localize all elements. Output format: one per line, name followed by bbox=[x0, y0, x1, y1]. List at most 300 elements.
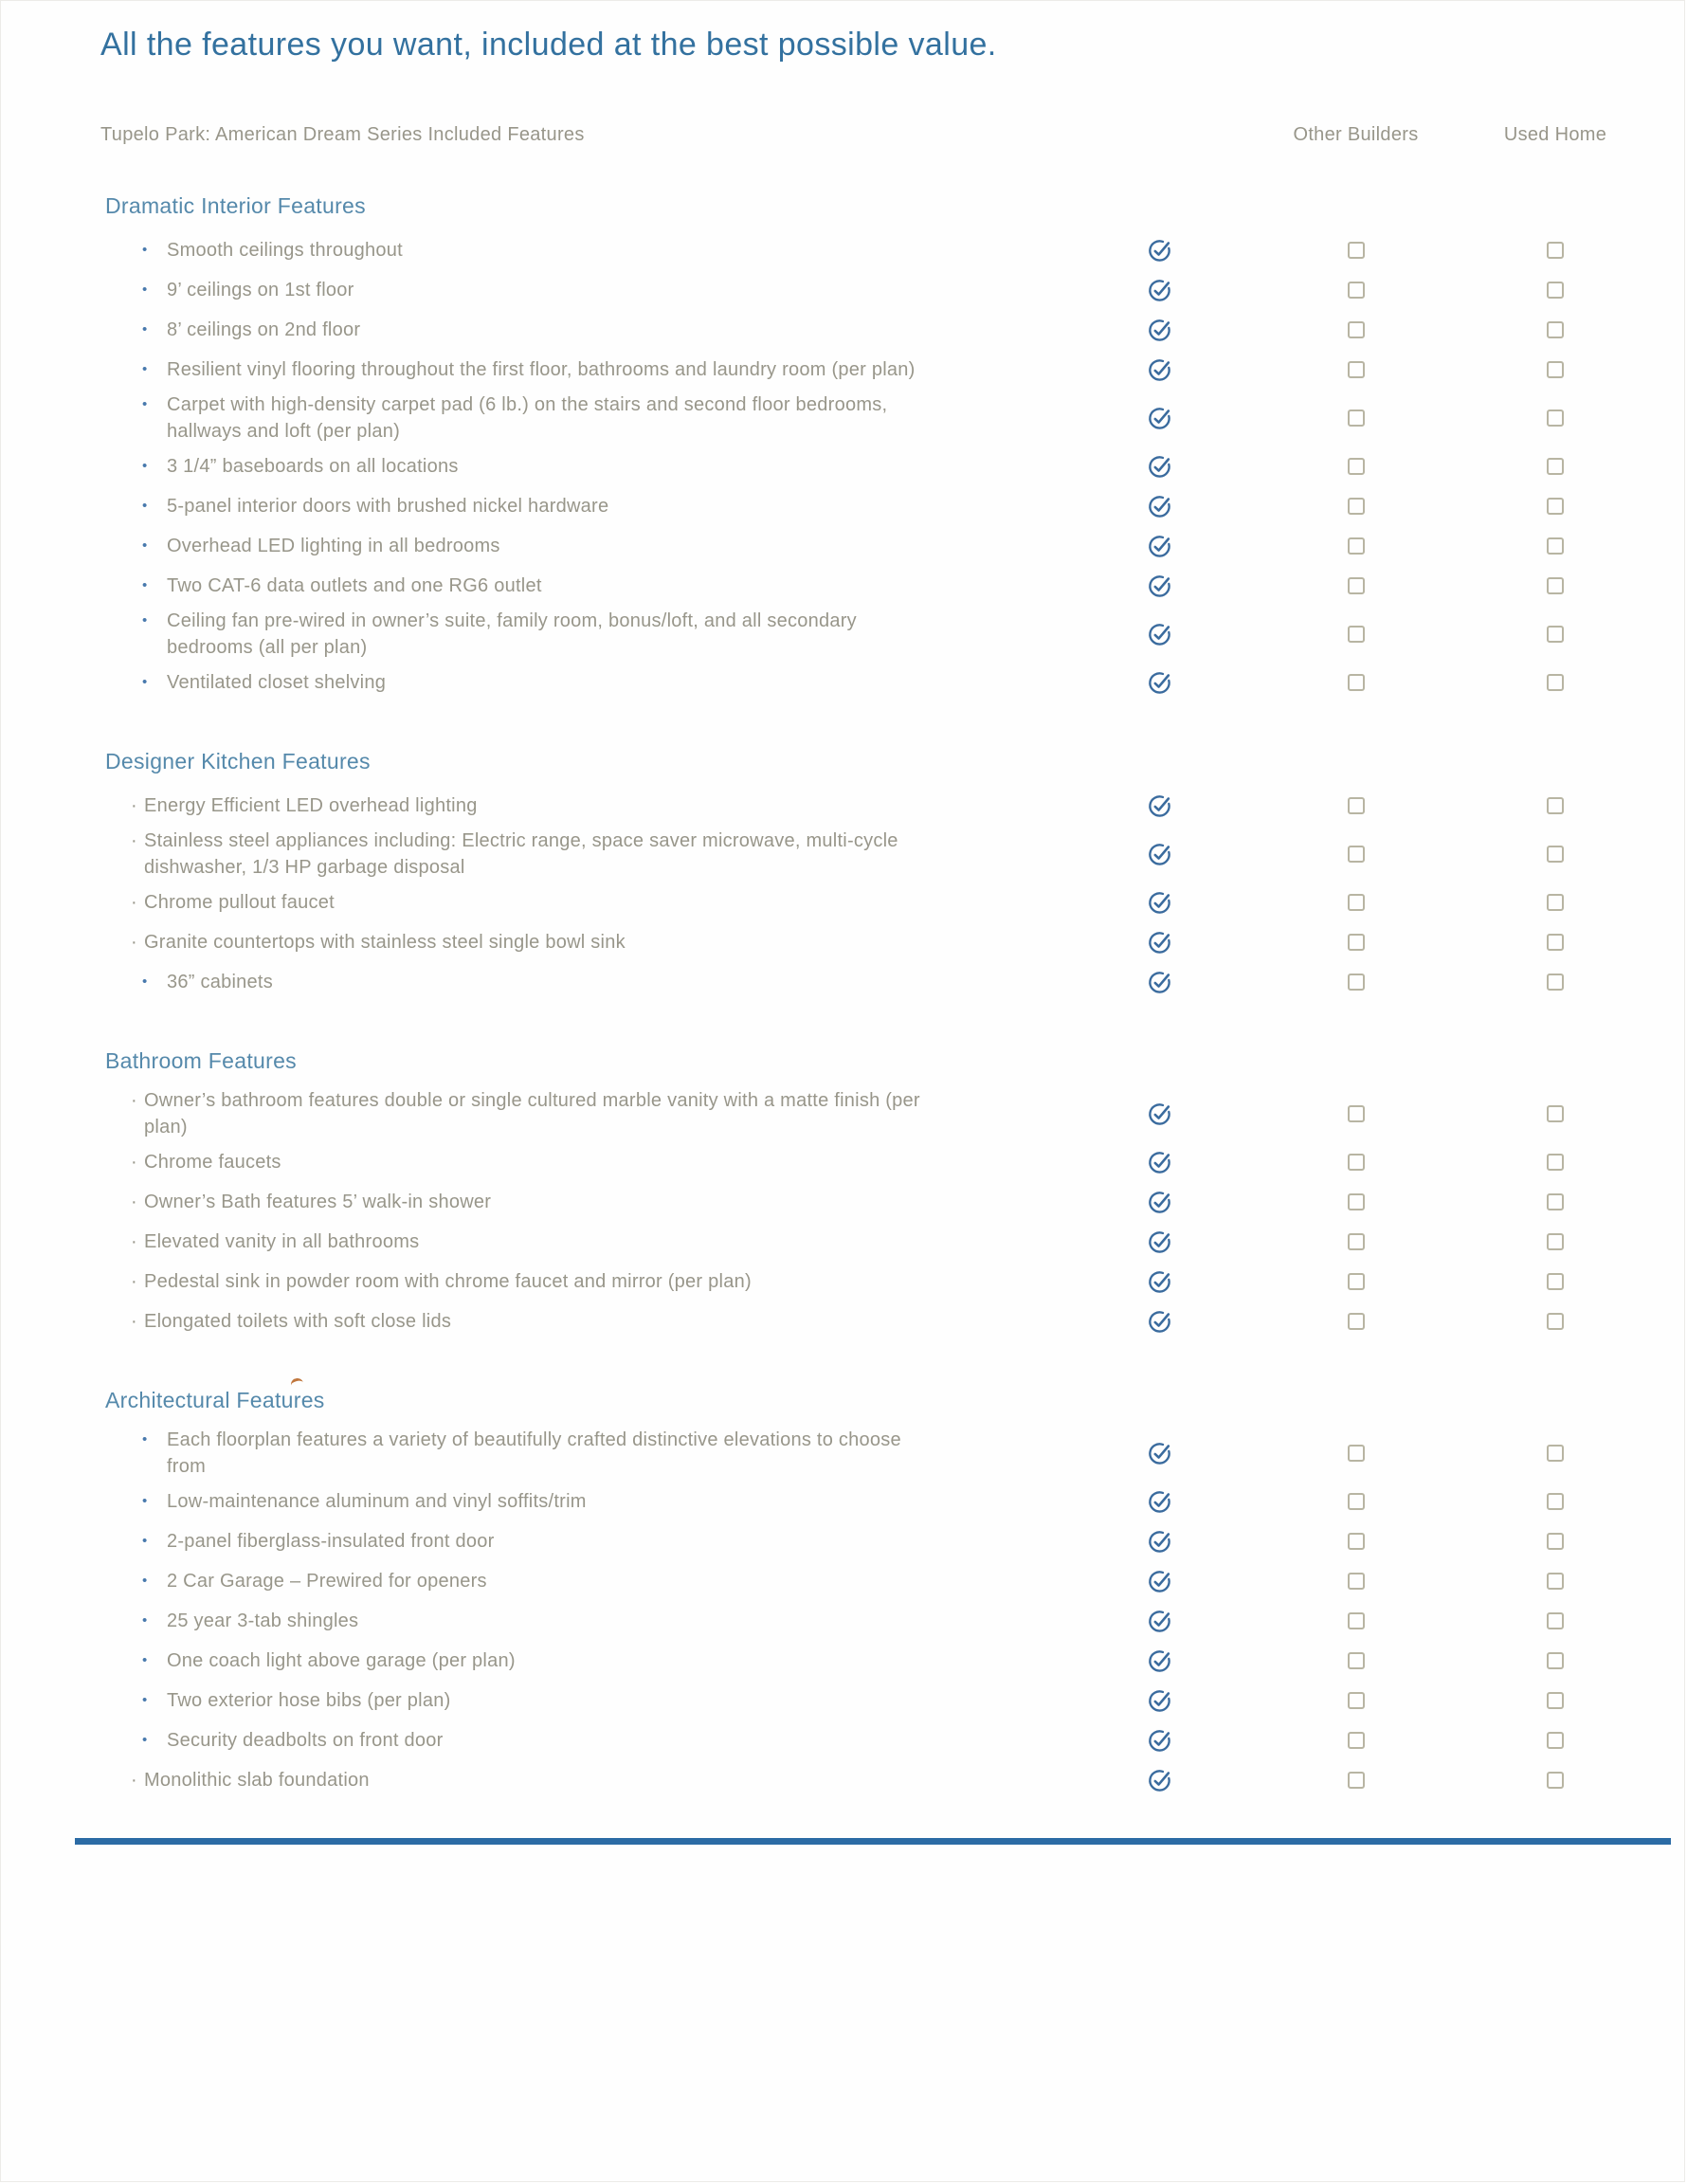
bullet-icon: • bbox=[142, 242, 148, 258]
empty-checkbox-other-builders bbox=[1348, 1105, 1365, 1122]
used-home-cell bbox=[1455, 934, 1656, 951]
feature-row bbox=[72, 1222, 1684, 1262]
empty-checkbox-other-builders bbox=[1348, 1493, 1365, 1510]
feature-text-cell bbox=[72, 1767, 1062, 1793]
used-home-cell bbox=[1455, 1493, 1656, 1510]
feature-text-cell bbox=[72, 453, 1062, 480]
included-cell bbox=[1062, 1309, 1257, 1335]
feature-text: Energy Efficient LED overhead lighting bbox=[144, 795, 478, 816]
feature-row bbox=[72, 566, 1684, 606]
empty-checkbox-used-home bbox=[1547, 1692, 1564, 1709]
other-builders-cell bbox=[1257, 894, 1455, 911]
feature-text: Pedestal sink in powder room with chrome faucet and mirror (per plan) bbox=[144, 1271, 752, 1292]
feature-text: 8’ ceilings on 2nd floor bbox=[167, 319, 361, 340]
feature-text: 3 1/4” baseboards on all locations bbox=[167, 456, 459, 477]
bullet-icon: · bbox=[131, 932, 137, 953]
feature-text: Monolithic slab foundation bbox=[144, 1770, 370, 1791]
used-home-cell bbox=[1455, 361, 1656, 378]
feature-text-cell bbox=[72, 1189, 1062, 1215]
section-heading-4: Architectural Features bbox=[105, 1387, 1684, 1413]
check-circle-icon bbox=[1147, 494, 1172, 519]
feature-text-cell bbox=[72, 608, 1062, 661]
bullet-icon: · bbox=[131, 892, 137, 913]
empty-checkbox-other-builders bbox=[1348, 242, 1365, 259]
used-home-cell bbox=[1455, 410, 1656, 427]
feature-text: 2-panel fiberglass-insulated front door bbox=[167, 1531, 495, 1552]
feature-text: One coach light above garage (per plan) bbox=[167, 1650, 516, 1671]
empty-checkbox-used-home bbox=[1547, 674, 1564, 691]
feature-row bbox=[72, 1301, 1684, 1341]
bullet-icon: · bbox=[131, 1090, 137, 1111]
check-circle-icon bbox=[1147, 1609, 1172, 1634]
used-home-cell bbox=[1455, 1193, 1656, 1210]
feature-row bbox=[72, 486, 1684, 526]
bullet-icon: • bbox=[142, 1493, 148, 1509]
used-home-cell bbox=[1455, 974, 1656, 991]
bullet-icon: • bbox=[142, 458, 148, 474]
feature-text-cell bbox=[72, 1647, 1062, 1674]
check-circle-icon bbox=[1147, 238, 1172, 264]
included-cell bbox=[1062, 970, 1257, 995]
used-home-cell bbox=[1455, 1154, 1656, 1171]
feature-row bbox=[72, 606, 1684, 663]
feature-text-cell bbox=[72, 493, 1062, 519]
empty-checkbox-used-home bbox=[1547, 1493, 1564, 1510]
feature-text-cell bbox=[72, 1427, 1062, 1480]
empty-checkbox-other-builders bbox=[1348, 1193, 1365, 1210]
empty-checkbox-other-builders bbox=[1348, 674, 1365, 691]
other-builders-cell bbox=[1257, 1105, 1455, 1122]
feature-row bbox=[72, 1182, 1684, 1222]
included-cell bbox=[1062, 1229, 1257, 1255]
empty-checkbox-used-home bbox=[1547, 1652, 1564, 1669]
section-heading-1: Dramatic Interior Features bbox=[105, 193, 366, 218]
other-builders-cell bbox=[1257, 1612, 1455, 1629]
feature-text-cell bbox=[72, 1608, 1062, 1634]
feature-text-cell bbox=[72, 969, 1062, 995]
included-cell bbox=[1062, 454, 1257, 480]
included-cell bbox=[1062, 1101, 1257, 1127]
check-circle-icon bbox=[1147, 1190, 1172, 1215]
column-header-other-builders: Other Builders bbox=[1293, 124, 1419, 145]
empty-checkbox-other-builders bbox=[1348, 934, 1365, 951]
feature-row bbox=[72, 1601, 1684, 1641]
empty-checkbox-used-home bbox=[1547, 974, 1564, 991]
page-subtitle: Tupelo Park: American Dream Series Included Features bbox=[100, 124, 585, 145]
empty-checkbox-other-builders bbox=[1348, 974, 1365, 991]
included-cell bbox=[1062, 318, 1257, 343]
check-circle-icon bbox=[1147, 1269, 1172, 1295]
used-home-cell bbox=[1455, 626, 1656, 643]
empty-checkbox-used-home bbox=[1547, 1533, 1564, 1550]
empty-checkbox-used-home bbox=[1547, 361, 1564, 378]
feature-row bbox=[72, 1561, 1684, 1601]
feature-row bbox=[72, 1521, 1684, 1561]
other-builders-cell bbox=[1257, 1692, 1455, 1709]
check-circle-icon bbox=[1147, 842, 1172, 867]
empty-checkbox-other-builders bbox=[1348, 626, 1365, 643]
used-home-cell bbox=[1455, 1233, 1656, 1250]
other-builders-cell bbox=[1257, 626, 1455, 643]
included-cell bbox=[1062, 1190, 1257, 1215]
empty-checkbox-used-home bbox=[1547, 410, 1564, 427]
bullet-icon: · bbox=[131, 1152, 137, 1173]
other-builders-cell bbox=[1257, 934, 1455, 951]
column-header-used-home: Used Home bbox=[1503, 124, 1607, 145]
bullet-icon: • bbox=[142, 321, 148, 337]
feature-text-cell bbox=[72, 237, 1062, 264]
check-circle-icon bbox=[1147, 930, 1172, 956]
other-builders-cell bbox=[1257, 1652, 1455, 1669]
feature-text: Ceiling fan pre-wired in owner’s suite, family room, bonus/loft, and all secondary bedrooms (all per plan) bbox=[167, 610, 857, 658]
included-cell bbox=[1062, 1768, 1257, 1793]
included-cell bbox=[1062, 1269, 1257, 1295]
used-home-cell bbox=[1455, 282, 1656, 299]
feature-text-cell bbox=[72, 1308, 1062, 1335]
table-header-row bbox=[72, 122, 1684, 147]
page-title: All the features you want, included at the best possible value. bbox=[100, 27, 997, 63]
other-builders-cell bbox=[1257, 1273, 1455, 1290]
included-cell bbox=[1062, 793, 1257, 819]
check-circle-icon bbox=[1147, 793, 1172, 819]
bullet-icon: • bbox=[142, 1533, 148, 1549]
check-circle-icon bbox=[1147, 573, 1172, 599]
empty-checkbox-used-home bbox=[1547, 282, 1564, 299]
empty-checkbox-used-home bbox=[1547, 1105, 1564, 1122]
used-home-cell bbox=[1455, 1105, 1656, 1122]
feature-text-cell bbox=[72, 929, 1062, 956]
feature-row bbox=[72, 230, 1684, 270]
feature-text: Low-maintenance aluminum and vinyl soffits/trim bbox=[167, 1491, 587, 1512]
empty-checkbox-other-builders bbox=[1348, 1154, 1365, 1171]
other-builders-cell bbox=[1257, 242, 1455, 259]
feature-text-cell bbox=[72, 792, 1062, 819]
empty-checkbox-other-builders bbox=[1348, 1612, 1365, 1629]
feature-text: Granite countertops with stainless steel single bowl sink bbox=[144, 932, 626, 953]
other-builders-cell bbox=[1257, 1154, 1455, 1171]
used-home-cell bbox=[1455, 458, 1656, 475]
bullet-icon: • bbox=[142, 1431, 148, 1447]
empty-checkbox-used-home bbox=[1547, 498, 1564, 515]
check-circle-icon bbox=[1147, 1529, 1172, 1555]
feature-text-cell bbox=[72, 1528, 1062, 1555]
empty-checkbox-other-builders bbox=[1348, 1573, 1365, 1590]
used-home-cell bbox=[1455, 537, 1656, 555]
used-home-cell bbox=[1455, 674, 1656, 691]
bullet-icon: • bbox=[142, 498, 148, 514]
feature-text-cell bbox=[72, 1268, 1062, 1295]
included-cell bbox=[1062, 1529, 1257, 1555]
included-cell bbox=[1062, 1569, 1257, 1594]
included-cell bbox=[1062, 1489, 1257, 1515]
check-circle-icon bbox=[1147, 970, 1172, 995]
empty-checkbox-used-home bbox=[1547, 846, 1564, 863]
feature-text-cell bbox=[72, 1687, 1062, 1714]
check-circle-icon bbox=[1147, 622, 1172, 647]
feature-text: Stainless steel appliances including: Electric range, space saver microwave, multi-cycle dishwasher, 1/3 HP garbage disposal bbox=[144, 830, 898, 878]
used-home-cell bbox=[1455, 846, 1656, 863]
empty-checkbox-other-builders bbox=[1348, 1772, 1365, 1789]
bullet-icon: · bbox=[131, 795, 137, 816]
other-builders-cell bbox=[1257, 1233, 1455, 1250]
used-home-cell bbox=[1455, 1772, 1656, 1789]
included-cell bbox=[1062, 278, 1257, 303]
other-builders-cell bbox=[1257, 674, 1455, 691]
empty-checkbox-other-builders bbox=[1348, 537, 1365, 555]
feature-row bbox=[72, 350, 1684, 390]
bullet-icon: • bbox=[142, 1652, 148, 1668]
bullet-icon: • bbox=[142, 974, 148, 990]
included-cell bbox=[1062, 238, 1257, 264]
empty-checkbox-other-builders bbox=[1348, 282, 1365, 299]
other-builders-cell bbox=[1257, 974, 1455, 991]
empty-checkbox-other-builders bbox=[1348, 846, 1365, 863]
other-builders-cell bbox=[1257, 321, 1455, 338]
section-heading-3: Bathroom Features bbox=[105, 1048, 297, 1073]
bullet-icon: • bbox=[142, 537, 148, 554]
feature-text-cell bbox=[72, 317, 1062, 343]
other-builders-cell bbox=[1257, 1313, 1455, 1330]
empty-checkbox-used-home bbox=[1547, 1233, 1564, 1250]
check-circle-icon bbox=[1147, 1648, 1172, 1674]
empty-checkbox-other-builders bbox=[1348, 1313, 1365, 1330]
used-home-cell bbox=[1455, 498, 1656, 515]
check-circle-icon bbox=[1147, 890, 1172, 916]
empty-checkbox-used-home bbox=[1547, 934, 1564, 951]
empty-checkbox-other-builders bbox=[1348, 458, 1365, 475]
feature-row bbox=[72, 1085, 1684, 1142]
bullet-icon: • bbox=[142, 1612, 148, 1629]
bullet-icon: • bbox=[142, 282, 148, 298]
used-home-cell bbox=[1455, 797, 1656, 814]
other-builders-cell bbox=[1257, 1772, 1455, 1789]
empty-checkbox-other-builders bbox=[1348, 1533, 1365, 1550]
empty-checkbox-used-home bbox=[1547, 577, 1564, 594]
empty-checkbox-other-builders bbox=[1348, 1233, 1365, 1250]
other-builders-cell bbox=[1257, 282, 1455, 299]
empty-checkbox-other-builders bbox=[1348, 577, 1365, 594]
features-table bbox=[72, 192, 1684, 1800]
other-builders-cell bbox=[1257, 1732, 1455, 1749]
feature-row bbox=[72, 1425, 1684, 1482]
feature-row bbox=[72, 446, 1684, 486]
check-circle-icon bbox=[1147, 670, 1172, 696]
feature-text: 5-panel interior doors with brushed nickel hardware bbox=[167, 496, 609, 517]
feature-row bbox=[72, 826, 1684, 883]
empty-checkbox-other-builders bbox=[1348, 1273, 1365, 1290]
included-cell bbox=[1062, 842, 1257, 867]
feature-text: Each floorplan features a variety of beautifully crafted distinctive elevations to choose from bbox=[167, 1429, 901, 1477]
bullet-icon: • bbox=[142, 577, 148, 593]
feature-text-cell bbox=[72, 1488, 1062, 1515]
check-circle-icon bbox=[1147, 1150, 1172, 1175]
feature-row bbox=[72, 1641, 1684, 1681]
empty-checkbox-used-home bbox=[1547, 321, 1564, 338]
check-circle-icon bbox=[1147, 318, 1172, 343]
empty-checkbox-other-builders bbox=[1348, 1692, 1365, 1709]
feature-row bbox=[72, 883, 1684, 922]
check-circle-icon bbox=[1147, 1441, 1172, 1466]
used-home-cell bbox=[1455, 321, 1656, 338]
included-cell bbox=[1062, 573, 1257, 599]
feature-text: Smooth ceilings throughout bbox=[167, 240, 403, 261]
feature-text: Owner’s Bath features 5’ walk-in shower bbox=[144, 1192, 492, 1212]
other-builders-cell bbox=[1257, 1573, 1455, 1590]
empty-checkbox-other-builders bbox=[1348, 1732, 1365, 1749]
empty-checkbox-used-home bbox=[1547, 626, 1564, 643]
other-builders-cell bbox=[1257, 797, 1455, 814]
included-cell bbox=[1062, 930, 1257, 956]
feature-row bbox=[72, 962, 1684, 1002]
bullet-icon: · bbox=[131, 1311, 137, 1332]
feature-row bbox=[72, 526, 1684, 566]
check-circle-icon bbox=[1147, 1728, 1172, 1754]
other-builders-cell bbox=[1257, 498, 1455, 515]
included-cell bbox=[1062, 1441, 1257, 1466]
feature-row bbox=[72, 922, 1684, 962]
check-circle-icon bbox=[1147, 1688, 1172, 1714]
check-circle-icon bbox=[1147, 278, 1172, 303]
empty-checkbox-used-home bbox=[1547, 1573, 1564, 1590]
check-circle-icon bbox=[1147, 406, 1172, 431]
included-cell bbox=[1062, 406, 1257, 431]
empty-checkbox-used-home bbox=[1547, 1772, 1564, 1789]
other-builders-cell bbox=[1257, 458, 1455, 475]
other-builders-cell bbox=[1257, 1193, 1455, 1210]
feature-text: Chrome faucets bbox=[144, 1152, 281, 1173]
empty-checkbox-used-home bbox=[1547, 894, 1564, 911]
empty-checkbox-used-home bbox=[1547, 1445, 1564, 1462]
check-circle-icon bbox=[1147, 357, 1172, 383]
feature-row bbox=[72, 786, 1684, 826]
feature-text: 36” cabinets bbox=[167, 972, 273, 992]
other-builders-cell bbox=[1257, 577, 1455, 594]
bullet-icon: • bbox=[142, 674, 148, 690]
empty-checkbox-used-home bbox=[1547, 1193, 1564, 1210]
other-builders-cell bbox=[1257, 1445, 1455, 1462]
used-home-cell bbox=[1455, 1313, 1656, 1330]
used-home-cell bbox=[1455, 1692, 1656, 1709]
feature-text-cell bbox=[72, 669, 1062, 696]
feature-row bbox=[72, 390, 1684, 446]
feature-text: Elevated vanity in all bathrooms bbox=[144, 1231, 420, 1252]
bullet-icon: · bbox=[131, 1192, 137, 1212]
feature-text: 9’ ceilings on 1st floor bbox=[167, 280, 354, 300]
feature-row bbox=[72, 1760, 1684, 1800]
used-home-cell bbox=[1455, 242, 1656, 259]
included-cell bbox=[1062, 890, 1257, 916]
bullet-icon: · bbox=[131, 1271, 137, 1292]
empty-checkbox-other-builders bbox=[1348, 361, 1365, 378]
empty-checkbox-other-builders bbox=[1348, 894, 1365, 911]
feature-row bbox=[72, 310, 1684, 350]
empty-checkbox-other-builders bbox=[1348, 1445, 1365, 1462]
check-circle-icon bbox=[1147, 1229, 1172, 1255]
used-home-cell bbox=[1455, 1652, 1656, 1669]
included-cell bbox=[1062, 670, 1257, 696]
empty-checkbox-other-builders bbox=[1348, 1652, 1365, 1669]
feature-text: Ventilated closet shelving bbox=[167, 672, 387, 693]
feature-row bbox=[72, 1262, 1684, 1301]
check-circle-icon bbox=[1147, 1768, 1172, 1793]
check-circle-icon bbox=[1147, 1309, 1172, 1335]
used-home-cell bbox=[1455, 894, 1656, 911]
scan-smudge-mark bbox=[290, 1377, 305, 1392]
empty-checkbox-used-home bbox=[1547, 458, 1564, 475]
empty-checkbox-used-home bbox=[1547, 1612, 1564, 1629]
included-cell bbox=[1062, 1688, 1257, 1714]
feature-row bbox=[72, 1681, 1684, 1720]
feature-text: Resilient vinyl flooring throughout the first floor, bathrooms and laundry room (per plan) bbox=[167, 359, 916, 380]
other-builders-cell bbox=[1257, 410, 1455, 427]
feature-text: Elongated toilets with soft close lids bbox=[144, 1311, 452, 1332]
feature-text-cell bbox=[72, 356, 1062, 383]
used-home-cell bbox=[1455, 1573, 1656, 1590]
feature-text: 2 Car Garage – Prewired for openers bbox=[167, 1571, 487, 1592]
empty-checkbox-used-home bbox=[1547, 537, 1564, 555]
other-builders-cell bbox=[1257, 361, 1455, 378]
included-cell bbox=[1062, 1728, 1257, 1754]
feature-text: Overhead LED lighting in all bedrooms bbox=[167, 536, 500, 556]
feature-text-cell bbox=[72, 1568, 1062, 1594]
feature-row bbox=[72, 1720, 1684, 1760]
check-circle-icon bbox=[1147, 454, 1172, 480]
empty-checkbox-other-builders bbox=[1348, 321, 1365, 338]
included-cell bbox=[1062, 357, 1257, 383]
used-home-cell bbox=[1455, 1732, 1656, 1749]
bullet-icon: • bbox=[142, 1573, 148, 1589]
other-builders-cell bbox=[1257, 1533, 1455, 1550]
other-builders-cell bbox=[1257, 537, 1455, 555]
check-circle-icon bbox=[1147, 1101, 1172, 1127]
feature-text-cell bbox=[72, 533, 1062, 559]
included-cell bbox=[1062, 622, 1257, 647]
check-circle-icon bbox=[1147, 1489, 1172, 1515]
empty-checkbox-other-builders bbox=[1348, 797, 1365, 814]
feature-row bbox=[72, 270, 1684, 310]
feature-text-cell bbox=[72, 828, 1062, 881]
feature-text: Owner’s bathroom features double or single cultured marble vanity with a matte finish (per plan) bbox=[144, 1090, 920, 1138]
included-cell bbox=[1062, 494, 1257, 519]
empty-checkbox-used-home bbox=[1547, 1732, 1564, 1749]
feature-text-cell bbox=[72, 1228, 1062, 1255]
empty-checkbox-other-builders bbox=[1348, 410, 1365, 427]
bullet-icon: · bbox=[131, 1231, 137, 1252]
included-cell bbox=[1062, 534, 1257, 559]
empty-checkbox-used-home bbox=[1547, 242, 1564, 259]
bullet-icon: • bbox=[142, 1692, 148, 1708]
other-builders-cell bbox=[1257, 1493, 1455, 1510]
included-cell bbox=[1062, 1609, 1257, 1634]
bullet-icon: • bbox=[142, 612, 148, 628]
feature-row bbox=[72, 1142, 1684, 1182]
feature-text-cell bbox=[72, 391, 1062, 445]
feature-text: 25 year 3-tab shingles bbox=[167, 1611, 359, 1631]
feature-text-cell bbox=[72, 573, 1062, 599]
section-heading-2: Designer Kitchen Features bbox=[105, 749, 371, 774]
used-home-cell bbox=[1455, 1533, 1656, 1550]
empty-checkbox-used-home bbox=[1547, 1313, 1564, 1330]
feature-text-cell bbox=[72, 1087, 1062, 1140]
feature-text-cell bbox=[72, 1727, 1062, 1754]
feature-text: Two CAT-6 data outlets and one RG6 outlet bbox=[167, 575, 542, 596]
bullet-icon: · bbox=[131, 1770, 137, 1791]
empty-checkbox-used-home bbox=[1547, 1154, 1564, 1171]
check-circle-icon bbox=[1147, 534, 1172, 559]
check-circle-icon bbox=[1147, 1569, 1172, 1594]
feature-text: Two exterior hose bibs (per plan) bbox=[167, 1690, 451, 1711]
used-home-cell bbox=[1455, 1445, 1656, 1462]
